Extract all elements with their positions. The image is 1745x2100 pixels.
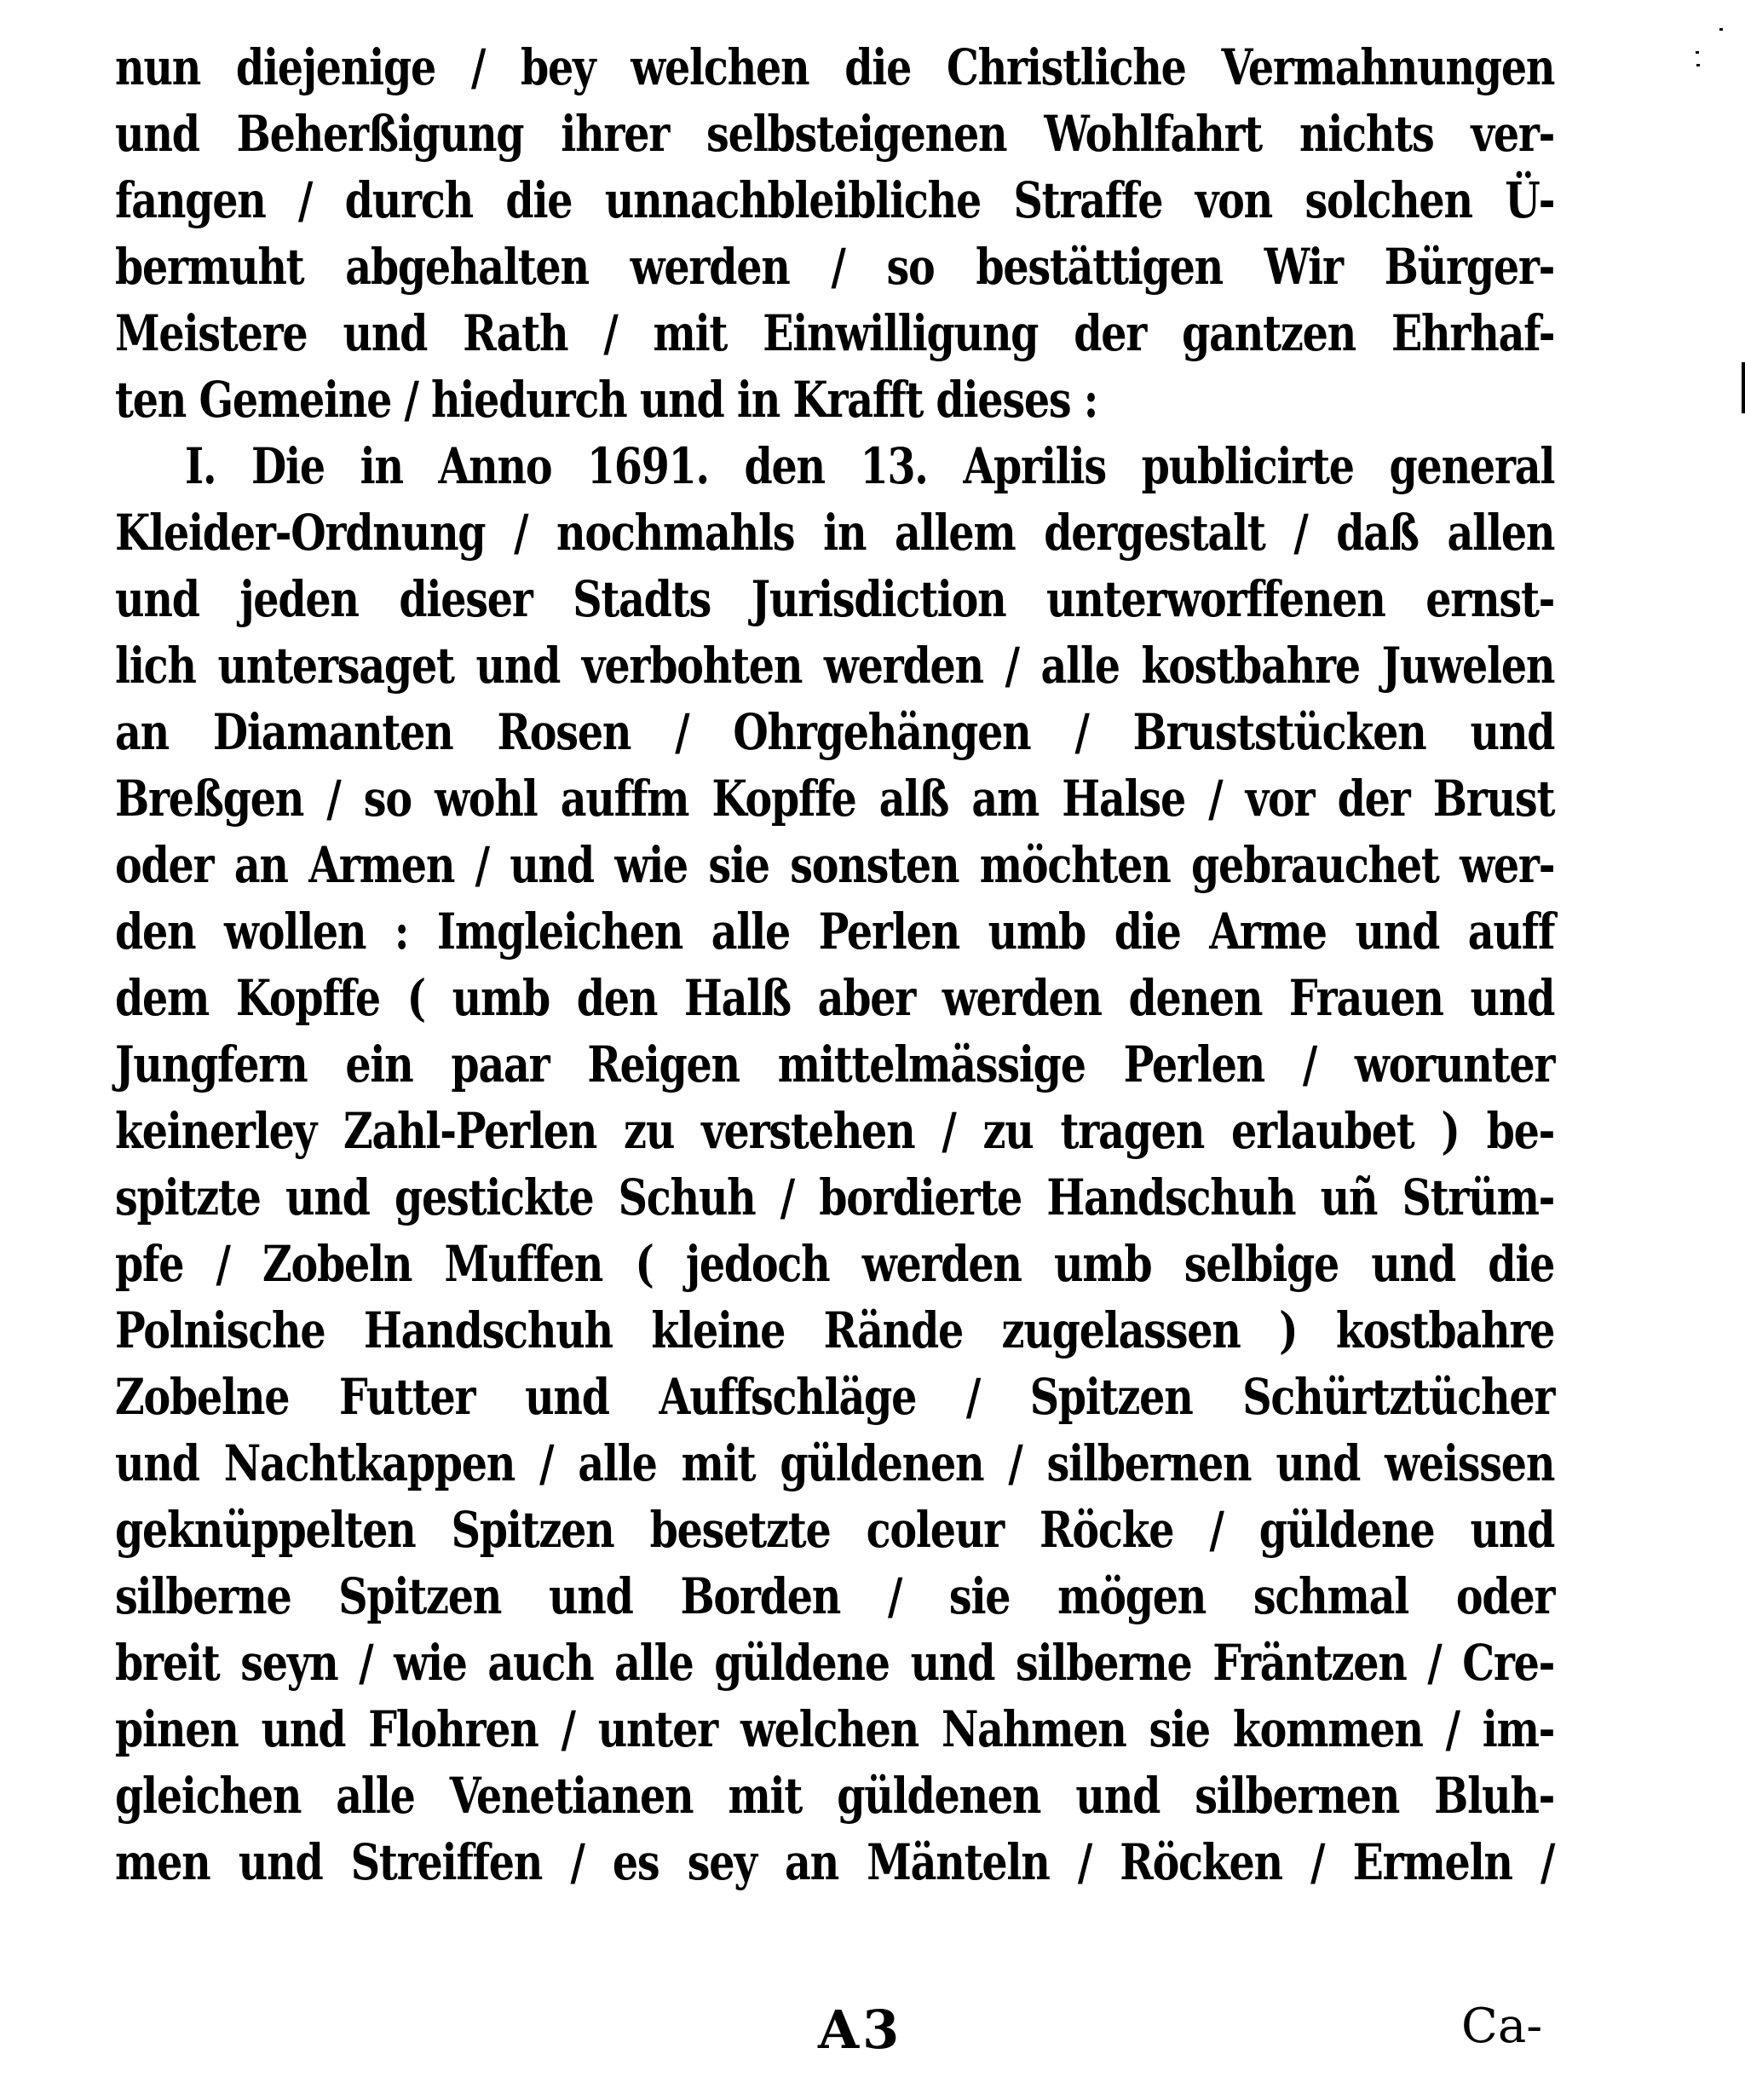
text-line: an Diamanten Rosen / Ohrgehängen / Bruststücken und: [115, 703, 1555, 761]
text-line: Meistere und Rath / mit Einwilligung der gantzen Ehrhaf-: [115, 304, 1555, 362]
text-line: gleichen alle Venetianen mit güldenen und silbernen Bluh-: [115, 1767, 1555, 1825]
text-line: breit seyn / wie auch alle güldene und silberne Fräntzen / Cre-: [115, 1634, 1555, 1692]
text-line: Kleider-Ordnung / nochmahls in allem dergestalt / daß allen: [115, 504, 1555, 562]
text-line: und Nachtkappen / alle mit güldenen / silbernen und weissen: [115, 1434, 1555, 1492]
text-line: dem Kopffe ( umb den Halß aber werden denen Frauen und: [115, 969, 1555, 1027]
text-line: Jungfern ein paar Reigen mittelmässige Perlen / worunter: [115, 1036, 1555, 1093]
signature-mark: A3: [818, 1999, 903, 2061]
scan-speck: [1696, 51, 1699, 54]
text-line: den wollen : Imgleichen alle Perlen umb die Arme und auff: [115, 903, 1555, 961]
text-line: und jeden dieser Stadts Jurisdiction unterworffenen ernst-: [115, 570, 1555, 628]
scan-speck: [1742, 379, 1744, 384]
text-line: fangen / durch die unnachbleibliche Straffe von solchen Ü-: [115, 171, 1555, 229]
text-line: nun diejenige / bey welchen die Christliche Vermahnungen: [115, 38, 1555, 96]
text-line: silberne Spitzen und Borden / sie mögen schmal oder: [115, 1567, 1555, 1625]
text-line: pinen und Flohren / unter welchen Nahmen sie kommen / im-: [115, 1700, 1555, 1758]
text-line: Zobelne Futter und Auffschläge / Spitzen Schürtztücher: [115, 1368, 1555, 1426]
text-line: ten Gemeine / hiedurch und in Krafft dieses :: [115, 371, 1098, 429]
text-line: lich untersaget und verbohten werden / alle kostbahre Juwelen: [115, 637, 1555, 695]
scan-speck: [1742, 388, 1744, 393]
text-line: pfe / Zobeln Muffen ( jedoch werden umb selbige und die: [115, 1235, 1555, 1293]
scan-speck: [1696, 64, 1700, 66]
scan-speck: [1719, 28, 1723, 31]
text-line: men und Streiffen / es sey an Mänteln / Röcken / Ermeln /: [115, 1833, 1555, 1891]
text-line: spitzte und gestickte Schuh / bordierte Handschuh uñ Strüm-: [115, 1168, 1555, 1226]
text-line: oder an Armen / und wie sie sonsten möchten gebrauchet wer-: [115, 836, 1555, 894]
body-text: [115, 34, 1555, 1895]
text-line: Breßgen / so wohl auffm Kopffe alß am Halse / vor der Brust: [115, 770, 1555, 828]
text-line: und Beherßigung ihrer selbsteigenen Wohlfahrt nichts ver-: [115, 105, 1555, 163]
text-line: bermuht abgehalten werden / so bestättigen Wir Bürger-: [115, 238, 1555, 296]
paragraph-start-line: I. Die in Anno 1691. den 13. Aprilis publicirte general: [185, 437, 1555, 495]
text-line: keinerley Zahl-Perlen zu verstehen / zu tragen erlaubet ) be-: [115, 1102, 1555, 1160]
catchword: Ca-: [1461, 1999, 1543, 2054]
text-line: geknüppelten Spitzen besetzte coleur Röcke / güldene und: [115, 1501, 1555, 1559]
text-line: Polnische Handschuh kleine Rände zugelassen ) kostbahre: [115, 1301, 1555, 1359]
